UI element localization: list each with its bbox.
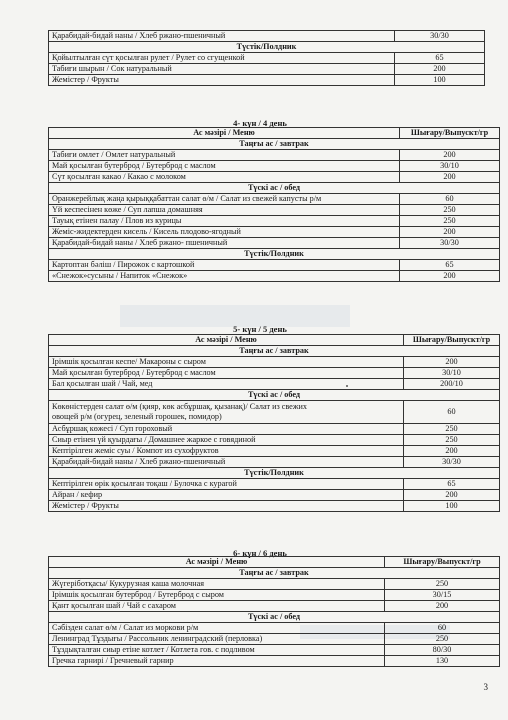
meal-section-row bbox=[49, 183, 500, 194]
table-row bbox=[49, 601, 500, 612]
table-row bbox=[49, 64, 485, 75]
table-row bbox=[49, 31, 485, 42]
meal-section-title: Түскі ас / обед bbox=[49, 390, 500, 401]
dish-name-line: овощей р/м (огурец, зеленый горошек, помидор) bbox=[52, 412, 222, 421]
dish-name: Сиыр етінен үй қуырдағы / Домашнее жаркое с говядиной bbox=[49, 435, 404, 446]
portion-value: 200 bbox=[400, 150, 500, 161]
dish-name: Ірімшік қосылған бутерброд / Бутерброд с сыром bbox=[49, 590, 385, 601]
portion-value: 250 bbox=[404, 435, 500, 446]
portion-value: 200 bbox=[400, 172, 500, 183]
portion-value: 250 bbox=[404, 424, 500, 435]
table-row bbox=[49, 424, 500, 435]
table-row bbox=[49, 435, 500, 446]
meal-section-title: Түстік/Полдник bbox=[49, 249, 500, 260]
dish-name: Жемістер / Фрукты bbox=[49, 75, 395, 86]
dish-name: Картоптан бәліш / Пирожок с картошкой bbox=[49, 260, 400, 271]
table-row bbox=[49, 579, 500, 590]
meal-section-row bbox=[49, 568, 500, 579]
output-column-header: Шығару/Выпускт/гр bbox=[404, 335, 500, 346]
menu-column-header: Ас мәзірі / Меню bbox=[49, 557, 385, 568]
portion-value: 65 bbox=[395, 53, 485, 64]
table-row bbox=[49, 645, 500, 656]
output-column-header: Шығару/Выпускт/гр bbox=[400, 128, 500, 139]
table-row bbox=[49, 590, 500, 601]
portion-value: 250 bbox=[385, 579, 500, 590]
portion-value: 200 bbox=[404, 357, 500, 368]
meal-section-title: Түскі ас / обед bbox=[49, 612, 500, 623]
table-row bbox=[49, 656, 500, 667]
portion-value: 80/30 bbox=[385, 645, 500, 656]
portion-value: 100 bbox=[404, 501, 500, 512]
meal-section-row bbox=[49, 612, 500, 623]
dish-name: Кептірілген жеміс суы / Компот из сухофруктов bbox=[49, 446, 404, 457]
dish-name: Жүгерiботқасы/ Кукурузная каша молочная bbox=[49, 579, 385, 590]
output-column-header: Шығару/Выпускт/гр bbox=[385, 557, 500, 568]
portion-value: 100 bbox=[395, 75, 485, 86]
dish-name: Май қосылған бутерброд / Бутерброд с маслом bbox=[49, 161, 400, 172]
dish-name: Асбұршақ көжесі / Суп гороховый bbox=[49, 424, 404, 435]
portion-value: 200 bbox=[385, 601, 500, 612]
portion-value: 30/10 bbox=[400, 161, 500, 172]
dish-name: Айран / кефир bbox=[49, 490, 404, 501]
portion-value: 200 bbox=[400, 227, 500, 238]
table-row bbox=[49, 368, 500, 379]
meal-section-title: Түстік/Полдник bbox=[49, 42, 485, 53]
meal-section-row bbox=[49, 139, 500, 150]
portion-value: 250 bbox=[385, 634, 500, 645]
dish-name: Табиғи шырын / Сок натуральный bbox=[49, 64, 395, 75]
table-row bbox=[49, 75, 485, 86]
day-6-title: 6- күн / 6 день bbox=[233, 548, 287, 558]
dish-name: Қант қосылған шай / Чай с сахаром bbox=[49, 601, 385, 612]
meal-section-row bbox=[49, 390, 500, 401]
dish-name: Сәбізден салат ө/м / Салат из моркови р/м bbox=[49, 623, 385, 634]
dish-name: Май қосылған бутерброд / Бутерброд с маслом bbox=[49, 368, 404, 379]
scan-speck bbox=[346, 385, 348, 387]
dish-name: Қарабидай-бидай наны / Хлеб ржано-пшеничный bbox=[49, 457, 404, 468]
meal-section-row bbox=[49, 42, 485, 53]
portion-value: 30/10 bbox=[404, 368, 500, 379]
portion-value: 30/30 bbox=[400, 238, 500, 249]
table-row bbox=[49, 401, 500, 424]
dish-name: Кептірілген өрік қосылған тоқаш / Булочка с курагой bbox=[49, 479, 404, 490]
dish-name-line: Көкөністерден салат ө/м (қияр, көк асбұршақ, қызанақ)/ Салат из свежих bbox=[52, 402, 307, 411]
table-row bbox=[49, 227, 500, 238]
dish-name: Табиғи омлет / Омлет натуральный bbox=[49, 150, 400, 161]
menu-table-continuation bbox=[48, 30, 485, 86]
table-row bbox=[49, 260, 500, 271]
table-row bbox=[49, 216, 500, 227]
portion-value: 200 bbox=[404, 490, 500, 501]
table-row bbox=[49, 379, 500, 390]
portion-value: 60 bbox=[404, 401, 500, 424]
table-row bbox=[49, 271, 500, 282]
menu-table-day-6 bbox=[48, 556, 500, 667]
portion-value: 250 bbox=[400, 216, 500, 227]
table-row bbox=[49, 357, 500, 368]
portion-value: 30/30 bbox=[395, 31, 485, 42]
table-row bbox=[49, 238, 500, 249]
portion-value: 130 bbox=[385, 656, 500, 667]
portion-value: 60 bbox=[400, 194, 500, 205]
table-row bbox=[49, 150, 500, 161]
table-row bbox=[49, 205, 500, 216]
table-header-row bbox=[49, 557, 500, 568]
meal-section-row bbox=[49, 249, 500, 260]
meal-section-title: Түскі ас / обед bbox=[49, 183, 500, 194]
meal-section-row bbox=[49, 346, 500, 357]
dish-name: Үй кеспесінен көже / Суп лапша домашняя bbox=[49, 205, 400, 216]
menu-table-day-5 bbox=[48, 334, 500, 512]
table-row bbox=[49, 490, 500, 501]
portion-value: 60 bbox=[385, 623, 500, 634]
meal-section-row bbox=[49, 468, 500, 479]
dish-name: Тауық етінен палау / Плов из курицы bbox=[49, 216, 400, 227]
table-row bbox=[49, 53, 485, 64]
meal-section-title: Таңғы ас / завтрак bbox=[49, 568, 500, 579]
table-row bbox=[49, 457, 500, 468]
portion-value: 200 bbox=[400, 271, 500, 282]
table-row bbox=[49, 172, 500, 183]
dish-name: Ірімшік қосылған кеспе/ Макароны с сыром bbox=[49, 357, 404, 368]
portion-value: 30/30 bbox=[404, 457, 500, 468]
meal-section-title: Таңғы ас / завтрак bbox=[49, 139, 500, 150]
dish-name: Гречка гарнирі / Гречневый гарнир bbox=[49, 656, 385, 667]
dish-name bbox=[49, 401, 404, 424]
table-row bbox=[49, 161, 500, 172]
table-header-row bbox=[49, 335, 500, 346]
day-4-title: 4- күн / 4 день bbox=[233, 118, 287, 128]
portion-value: 250 bbox=[400, 205, 500, 216]
table-row bbox=[49, 446, 500, 457]
dish-name: Сүт қосылған какао / Какао с молоком bbox=[49, 172, 400, 183]
day-5-title: 5- күн / 5 день bbox=[233, 324, 287, 334]
portion-value: 65 bbox=[400, 260, 500, 271]
page-number: 3 bbox=[483, 682, 488, 692]
portion-value: 200 bbox=[395, 64, 485, 75]
menu-column-header: Ас мәзірі / Меню bbox=[49, 128, 400, 139]
meal-section-title: Таңғы ас / завтрак bbox=[49, 346, 500, 357]
menu-table-day-4 bbox=[48, 127, 500, 282]
dish-name: Ленинград Тұздығы / Рассольник ленинградский (перловка) bbox=[49, 634, 385, 645]
dish-name: Бал қосылған шай / Чай, мед bbox=[49, 379, 404, 390]
table-row bbox=[49, 634, 500, 645]
dish-name: Қарабидай-бидай наны / Хлеб ржано- пшеничный bbox=[49, 238, 400, 249]
dish-name: «Снежок»сусыны / Напиток «Снежок» bbox=[49, 271, 400, 282]
portion-value: 200 bbox=[404, 446, 500, 457]
menu-column-header: Ас мәзірі / Меню bbox=[49, 335, 404, 346]
portion-value: 200/10 bbox=[404, 379, 500, 390]
portion-value: 30/15 bbox=[385, 590, 500, 601]
table-row bbox=[49, 479, 500, 490]
meal-section-title: Түстік/Полдник bbox=[49, 468, 500, 479]
dish-name: Тұздықталған сиыр етіне котлет / Котлета гов. с подливом bbox=[49, 645, 385, 656]
dish-name: Жемістер / Фрукты bbox=[49, 501, 404, 512]
dish-name: Жеміс-жидектерден кисель / Кисель плодово-ягодный bbox=[49, 227, 400, 238]
dish-name: Қарабидай-бидай наны / Хлеб ржано-пшеничный bbox=[49, 31, 395, 42]
table-row bbox=[49, 194, 500, 205]
dish-name: Қойылтылған сүт қосылған рулет / Рулет со сгущенкой bbox=[49, 53, 395, 64]
table-row bbox=[49, 623, 500, 634]
dish-name: Оранжерейлық жаңа қырыққабаттан салат ө/м / Салат из свежей капусты р/м bbox=[49, 194, 400, 205]
table-header-row bbox=[49, 128, 500, 139]
table-row bbox=[49, 501, 500, 512]
portion-value: 65 bbox=[404, 479, 500, 490]
